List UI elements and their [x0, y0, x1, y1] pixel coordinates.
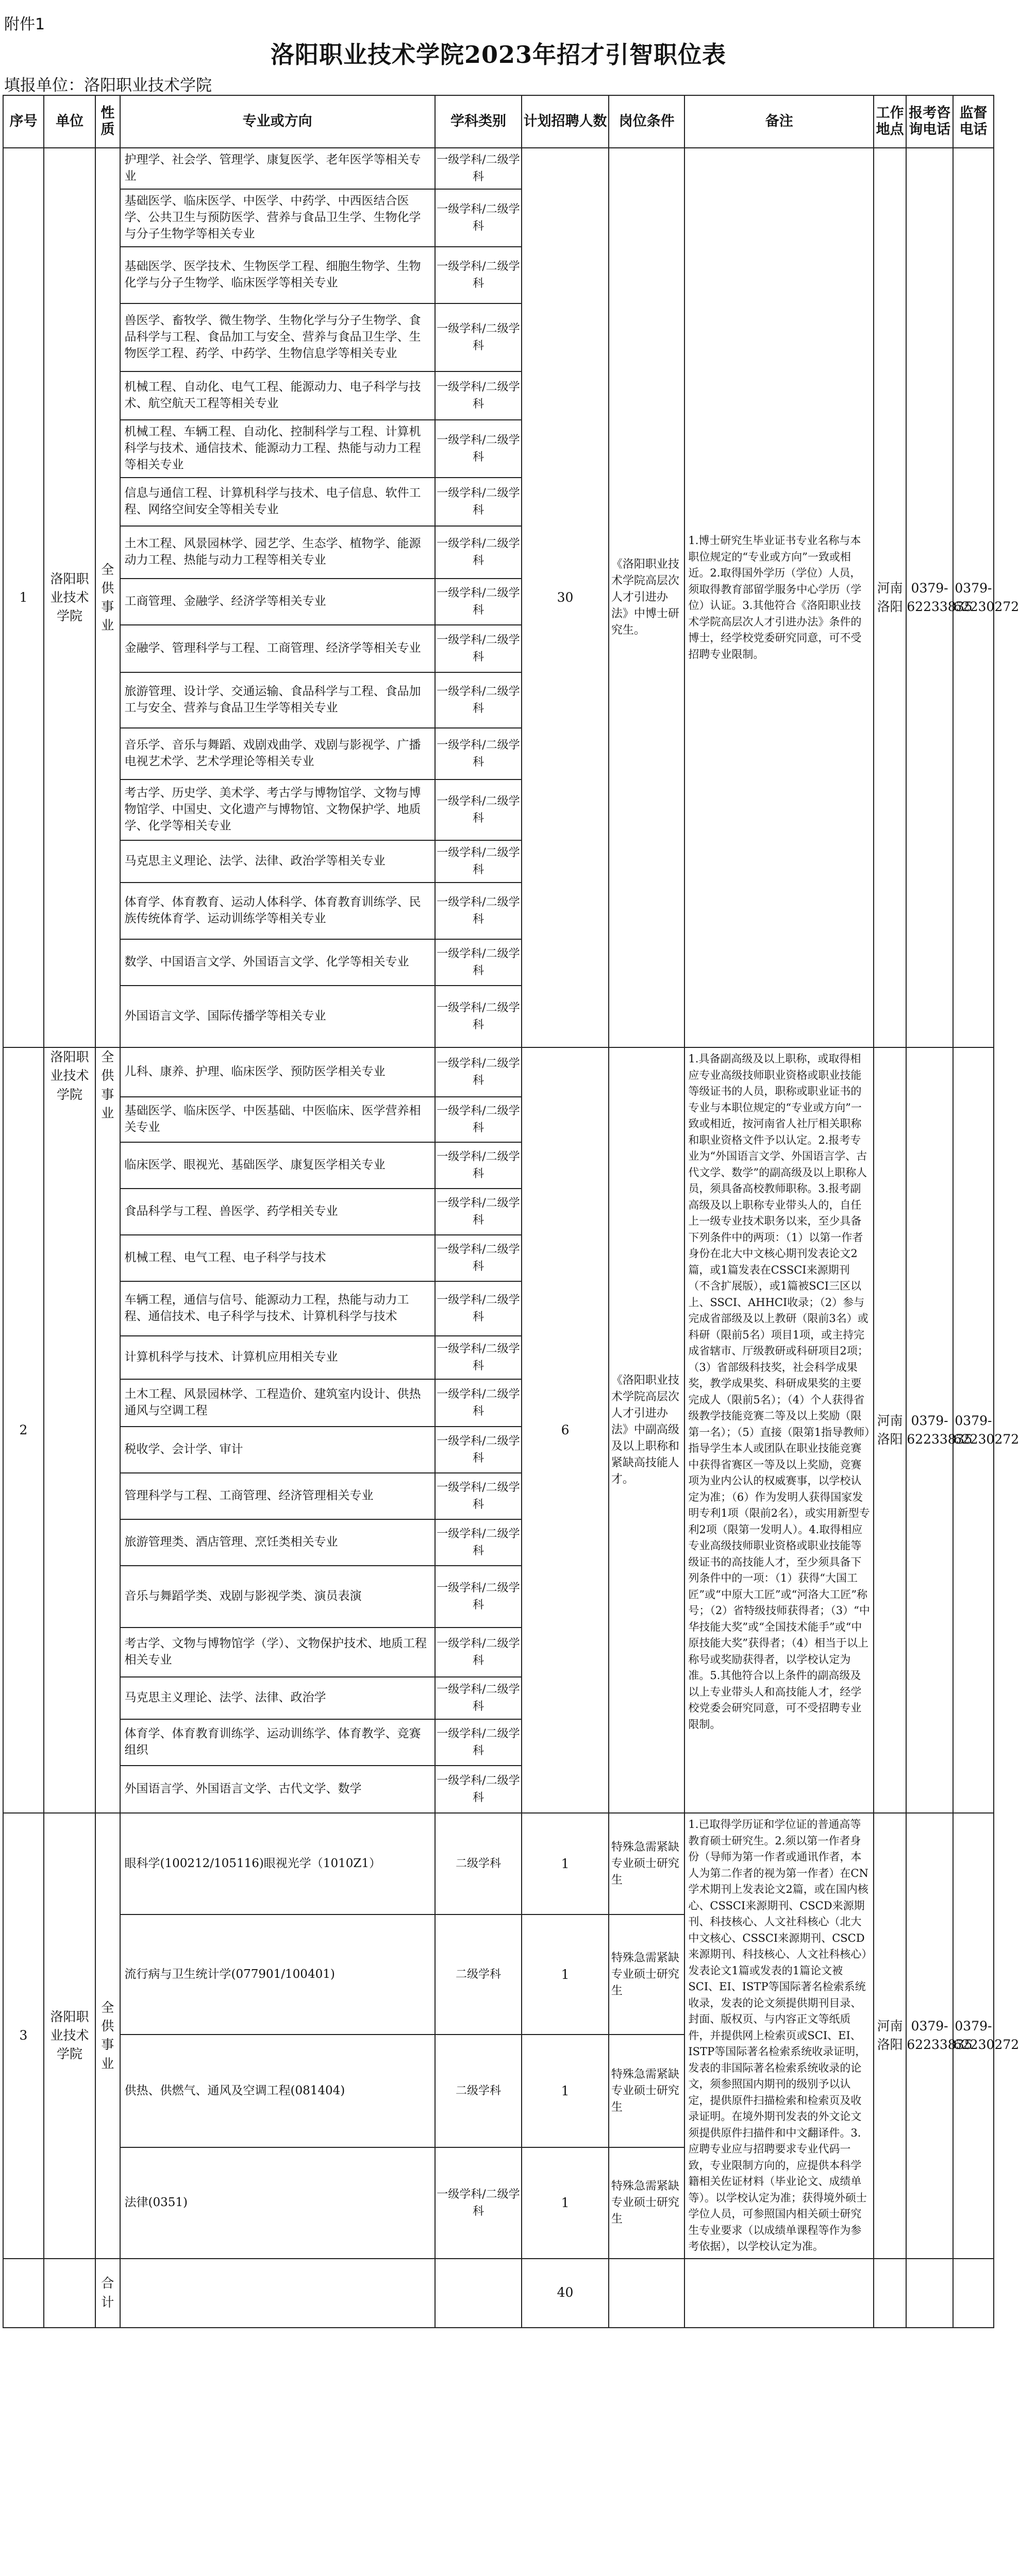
subject-cell: 一级学科/二级学科	[435, 840, 522, 883]
major-cell: 机械工程、电气工程、电子科学与技术	[120, 1235, 435, 1281]
subject-cell: 一级学科/二级学科	[435, 1189, 522, 1235]
major-cell: 马克思主义理论、法学、法律、政治学等相关专业	[120, 840, 435, 883]
condition-cell: 《洛阳职业技术学院高层次人才引进办法》中博士研究生。	[609, 148, 685, 1047]
major-cell: 考古学、文物与博物馆学（学）、文物保护技术、地质工程相关专业	[120, 1628, 435, 1677]
total-value: 40	[522, 2259, 609, 2328]
major-cell: 考古学、历史学、美术学、考古学与博物馆学、文物与博物馆学、中国史、文化遗产与博物馆、文物保护学、地质学、化学等相关专业	[120, 779, 435, 840]
seq-cell: 3	[3, 1813, 44, 2259]
subject-cell: 一级学科/二级学科	[435, 672, 522, 728]
major-cell: 数学、中国语言文学、外国语言文学、化学等相关专业	[120, 939, 435, 986]
condition-cell: 特殊急需紧缺专业硕士研究生	[609, 2147, 685, 2258]
total-empty-cell	[953, 2259, 994, 2328]
table-row	[3, 1047, 994, 1097]
major-cell: 计算机科学与技术、计算机应用相关专业	[120, 1336, 435, 1379]
unit-cell: 洛阳职业技术学院	[44, 1813, 95, 2259]
seq-cell: 2	[3, 1047, 44, 1813]
total-empty-cell	[3, 2259, 44, 2328]
major-cell: 马克思主义理论、法学、法律、政治学	[120, 1677, 435, 1719]
unit-cell: 洛阳职业技术学院	[44, 148, 95, 1047]
subject-cell: 一级学科/二级学科	[435, 247, 522, 303]
major-cell: 工商管理、金融学、经济学等相关专业	[120, 579, 435, 625]
subject-cell: 一级学科/二级学科	[435, 986, 522, 1047]
subject-cell: 一级学科/二级学科	[435, 1142, 522, 1189]
major-cell: 兽医学、畜牧学、微生物学、生物化学与分子生物学、食品科学与工程、食品加工与安全、营养与食品卫生学、生物医学工程、药学、中药学、生物信息学等相关专业	[120, 303, 435, 371]
filler-unit-label: 填报单位：洛阳职业技术学院	[4, 76, 212, 95]
condition-cell: 特殊急需紧缺专业硕士研究生	[609, 2035, 685, 2147]
subject-cell: 一级学科/二级学科	[435, 1473, 522, 1519]
total-row	[3, 2259, 994, 2328]
subject-cell: 一级学科/二级学科	[435, 1097, 522, 1142]
subject-cell: 二级学科	[435, 1914, 522, 2035]
subject-cell: 一级学科/二级学科	[435, 1047, 522, 1097]
plan-cell: 6	[522, 1047, 609, 1813]
major-cell: 外国语言学、外国语言文学、古代文学、数学	[120, 1766, 435, 1813]
subject-cell: 一级学科/二级学科	[435, 1336, 522, 1379]
location-cell: 河南洛阳	[874, 1813, 906, 2259]
remark-cell: 1.具备副高级及以上职称，或取得相应专业高级技师职业资格或职业技能等级证书的人员，职称或职业证书的专业与本职位规定的“专业或方向”一致或相近，按河南省人社厅相关职称和职业资格文件予以认定。2.报考专业为“外国语言文学、外国语言学、古代文学、数学”的副高级及以上职称人员，须具备高校教师职称。3.报考副高级及以上职称专业带头人的，自任上一级专业技术职务以来，至少具备下列条件中的两项：（1）以第一作者身份在北大中文核心期刊发表论文2篇，或1篇发表在CSSCI来源期刊（不含扩展版），或1篇被SCI三区以上、SSCI、AHHCI收录；（2）参与完成省部级及以上教研（限前3名）或科研（限前5名）项目1项，或主持完成省辖市、厅级教研或科研项目2项；（3）省部级科技奖，社会科学成果奖，教学成果奖、科研成果奖的主要完成人（限前5名）；（4）个人获得省级教学技能竞赛二等及以上奖励（限第一名）；（5）直接（限第1指导教师）指导学生本人或团队在职业技能竞赛中获得省赛区一等及以上奖励，竞赛项为业内公认的权威赛事，以学校认定为准；（6）作为发明人获得国家发明专利1项（限前2名），或实用新型专利2项（限第一发明人）。4.取得相应专业高级技师职业资格或职业技能等级证书的高技能人才，至少须具备下列条件中的一项：（1）获得“大国工匠”或“中原大工匠”或“河洛大工匠”称号；（2）省特级技师获得者；（3）“中华技能大奖”或“全国技术能手”或“中原技能大奖”获得者；（4）相当于以上称号或奖励获得者，以学校认定为准。5.其他符合以上条件的副高级及以上专业带头人和高技能人才，经学校党委会研究同意，可不受招聘专业限制。	[684, 1047, 874, 1813]
subject-cell: 一级学科/二级学科	[435, 1719, 522, 1766]
major-cell: 基础医学、临床医学、中医学、中药学、中西医结合医学、公共卫生与预防医学、营养与食品卫生学、生物化学与分子生物学等相关专业	[120, 189, 435, 247]
subject-cell: 一级学科/二级学科	[435, 1281, 522, 1336]
plan-cell: 1	[522, 2035, 609, 2147]
major-cell: 基础医学、临床医学、中医基础、中医临床、医学营养相关专业	[120, 1097, 435, 1142]
total-empty-cell	[906, 2259, 953, 2328]
subject-cell: 一级学科/二级学科	[435, 148, 522, 189]
header-nature: 性质	[95, 95, 120, 148]
recruitment-table	[3, 95, 1019, 2328]
major-cell: 法律(0351)	[120, 2147, 435, 2258]
major-cell: 体育学、体育教育训练学、运动训练学、体育教学、竞赛组织	[120, 1719, 435, 1766]
location-cell: 河南洛阳	[874, 148, 906, 1047]
phone-cell: 0379-62233835	[906, 1047, 953, 1813]
plan-cell: 1	[522, 1813, 609, 1914]
header-row	[3, 95, 994, 148]
header-subject: 学科类别	[435, 95, 522, 148]
plan-cell: 1	[522, 2147, 609, 2258]
remark-cell: 1.博士研究生毕业证书专业名称与本职位规定的“专业或方向”一致或相近。2.取得国外学历（学位）人员，须取得教育部留学服务中心学历（学位）认证。3.其他符合《洛阳职业技术学院高层次人才引进办法》条件的博士，经学校党委研究同意，可不受招聘专业限制。	[684, 148, 874, 1047]
phone-cell: 0379-62233835	[906, 1813, 953, 2259]
total-empty-cell	[609, 2259, 685, 2328]
subject-cell: 一级学科/二级学科	[435, 1427, 522, 1473]
subject-cell: 一级学科/二级学科	[435, 579, 522, 625]
total-empty-cell	[44, 2259, 95, 2328]
subject-cell: 一级学科/二级学科	[435, 2147, 522, 2258]
condition-cell: 特殊急需紧缺专业硕士研究生	[609, 1813, 685, 1914]
header-unit: 单位	[44, 95, 95, 148]
major-cell: 眼科学(100212/105116)眼视光学（1010Z1）	[120, 1813, 435, 1914]
major-cell: 管理科学与工程、工商管理、经济管理相关专业	[120, 1473, 435, 1519]
location-cell: 河南洛阳	[874, 1047, 906, 1813]
subject-cell: 一级学科/二级学科	[435, 625, 522, 672]
major-cell: 旅游管理类、酒店管理、烹饪类相关专业	[120, 1519, 435, 1566]
subject-cell: 一级学科/二级学科	[435, 1766, 522, 1813]
subject-cell: 一级学科/二级学科	[435, 1235, 522, 1281]
major-cell: 儿科、康养、护理、临床医学、预防医学相关专业	[120, 1047, 435, 1097]
condition-cell: 特殊急需紧缺专业硕士研究生	[609, 1914, 685, 2035]
major-cell: 税收学、会计学、审计	[120, 1427, 435, 1473]
subject-cell: 一级学科/二级学科	[435, 883, 522, 939]
major-cell: 金融学、管理科学与工程、工商管理、经济学等相关专业	[120, 625, 435, 672]
major-cell: 信息与通信工程、计算机科学与技术、电子信息、软件工程、网络空间安全等相关专业	[120, 478, 435, 526]
major-cell: 体育学、体育教育、运动人体科学、体育教育训练学、民族传统体育学、运动训练学等相关专业	[120, 883, 435, 939]
major-cell: 临床医学、眼视光、基础医学、康复医学相关专业	[120, 1142, 435, 1189]
major-cell: 机械工程、车辆工程、自动化、控制科学与工程、计算机科学与技术、通信技术、能源动力工程、热能与动力工程等相关专业	[120, 420, 435, 478]
major-cell: 土木工程、风景园林学、园艺学、生态学、植物学、能源动力工程、热能与动力工程等相关专业	[120, 526, 435, 579]
header-phone: 报考咨询电话	[906, 95, 953, 148]
total-empty-cell	[874, 2259, 906, 2328]
unit-cell: 洛阳职业技术学院	[44, 1047, 95, 1813]
header-seq: 序号	[3, 95, 44, 148]
subject-cell: 一级学科/二级学科	[435, 1519, 522, 1566]
major-cell: 车辆工程，通信与信号、能源动力工程，热能与动力工程、通信技术、电子科学与技术、计算机科学与技术	[120, 1281, 435, 1336]
condition-cell: 《洛阳职业技术学院高层次人才引进办法》中副高级及以上职称和紧缺高技能人才。	[609, 1047, 685, 1813]
subject-cell: 一级学科/二级学科	[435, 1566, 522, 1628]
supervise-cell: 0379-62230272	[953, 1047, 994, 1813]
subject-cell: 一级学科/二级学科	[435, 189, 522, 247]
header-condition: 岗位条件	[609, 95, 685, 148]
total-empty-cell	[120, 2259, 435, 2328]
major-cell: 供热、供燃气、通风及空调工程(081404)	[120, 2035, 435, 2147]
subject-cell: 一级学科/二级学科	[435, 303, 522, 371]
header-plan: 计划招聘人数	[522, 95, 609, 148]
major-cell: 土木工程、风景园林学、工程造价、建筑室内设计、供热通风与空调工程	[120, 1379, 435, 1427]
major-cell: 音乐学、音乐与舞蹈、戏剧戏曲学、戏剧与影视学、广播电视艺术学、艺术学理论等相关专业	[120, 728, 435, 779]
major-cell: 基础医学、医学技术、生物医学工程、细胞生物学、生物化学与分子生物学、临床医学等相关专业	[120, 247, 435, 303]
plan-cell: 30	[522, 148, 609, 1047]
attachment-label: 附件1	[4, 15, 45, 33]
header-location: 工作地点	[874, 95, 906, 148]
seq-cell: 1	[3, 148, 44, 1047]
header-remark: 备注	[684, 95, 874, 148]
subject-cell: 一级学科/二级学科	[435, 1379, 522, 1427]
major-cell: 外国语言文学、国际传播学等相关专业	[120, 986, 435, 1047]
table-row	[3, 148, 994, 189]
subject-cell: 一级学科/二级学科	[435, 779, 522, 840]
total-empty-cell	[684, 2259, 874, 2328]
major-cell: 旅游管理、设计学、交通运输、食品科学与工程、食品加工与安全、营养与食品卫生学等相关专业	[120, 672, 435, 728]
phone-cell: 0379-62233835	[906, 148, 953, 1047]
subject-cell: 一级学科/二级学科	[435, 1628, 522, 1677]
subject-cell: 一级学科/二级学科	[435, 478, 522, 526]
page-title: 洛阳职业技术学院2023年招才引智职位表	[270, 41, 727, 69]
subject-cell: 一级学科/二级学科	[435, 420, 522, 478]
plan-cell: 1	[522, 1914, 609, 2035]
subject-cell: 一级学科/二级学科	[435, 526, 522, 579]
major-cell: 护理学、社会学、管理学、康复医学、老年医学等相关专业	[120, 148, 435, 189]
supervise-cell: 0379-62230272	[953, 148, 994, 1047]
nature-cell: 全供事业	[95, 1813, 120, 2259]
major-cell: 音乐与舞蹈学类、戏剧与影视学类、演员表演	[120, 1566, 435, 1628]
major-cell: 食品科学与工程、兽医学、药学相关专业	[120, 1189, 435, 1235]
supervise-cell: 0379-62230272	[953, 1813, 994, 2259]
header-major: 专业或方向	[120, 95, 435, 148]
total-label: 合计	[95, 2259, 120, 2328]
nature-cell: 全供事业	[95, 1047, 120, 1813]
total-empty-cell	[435, 2259, 522, 2328]
subject-cell: 一级学科/二级学科	[435, 939, 522, 986]
remark-cell: 1.已取得学历证和学位证的普通高等教育硕士研究生。2.须以第一作者身份（导师为第一作者或通讯作者，本人为第二作者的视为第一作者）在CN学术期刊上发表论文2篇，或在国内核心、CSSCI来源期刊、CSCD来源期刊、科技核心、人文社科核心（北大中文核心、CSSCI来源期刊、CSCD来源期刊、科技核心、人文社科核心）发表论文1篇或发表的1篇论文被SCI、EI、ISTP等国际著名检索系统收录，发表的论文须提供期刊目录、封面、版权页、与内容正文等纸质件，并提供网上检索页或SCI、EI、ISTP等国际著名检索系统收录证明，发表的非国际著名检索系统收录的论文，须参照国内期刊的级别予以认定，提供原件扫描检索和检索页及收录证明。在境外期刊发表的外文论文须提供原件扫描件和中文翻译件。3.应聘专业应与招聘要求专业代码一致，专业限制方向的，应提供本科学籍相关佐证材料（毕业论文、成绩单等）。以学校认定为准；获得境外硕士学位人员，可参照国内相关硕士研究生专业要求（以成绩单课程等作为参考依据），以学校认定为准。	[684, 1813, 874, 2259]
header-supervise: 监督电话	[953, 95, 994, 148]
subject-cell: 一级学科/二级学科	[435, 1677, 522, 1719]
major-cell: 机械工程、自动化、电气工程、能源动力、电子科学与技术、航空航天工程等相关专业	[120, 371, 435, 420]
subject-cell: 一级学科/二级学科	[435, 371, 522, 420]
subject-cell: 二级学科	[435, 1813, 522, 1914]
major-cell: 流行病与卫生统计学(077901/100401)	[120, 1914, 435, 2035]
subject-cell: 二级学科	[435, 2035, 522, 2147]
subject-cell: 一级学科/二级学科	[435, 728, 522, 779]
nature-cell: 全供事业	[95, 148, 120, 1047]
table-row	[3, 1813, 994, 1914]
